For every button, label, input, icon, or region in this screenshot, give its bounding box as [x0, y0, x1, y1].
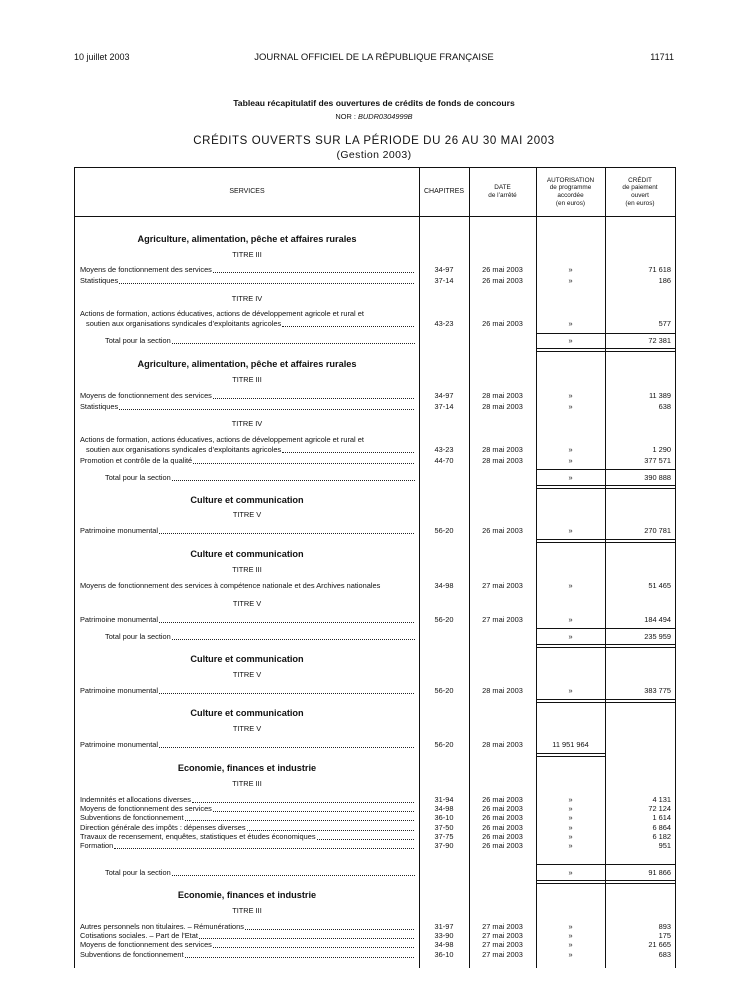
titre-heading: TITRE V — [232, 599, 262, 608]
table-row — [75, 615, 675, 625]
row-label: soutien aux organisations syndicales d’exploitants agricoles — [86, 319, 282, 328]
row-label: Patrimoine monumental — [80, 615, 159, 624]
row-date: 27 mai 2003 — [482, 922, 523, 931]
row-credit: 1 290 — [652, 445, 671, 454]
row-credit: 21 665 — [648, 940, 671, 950]
total-label: Total pour la section — [105, 868, 171, 877]
credit-header-line: de paiement — [622, 184, 658, 192]
row-authorisation: » — [568, 686, 573, 695]
table-row — [75, 276, 675, 286]
table-row — [75, 391, 675, 401]
credits-table — [74, 167, 676, 968]
auth-header-line: (en euros) — [555, 199, 586, 207]
total-credit: 235 959 — [644, 632, 671, 641]
titre-heading: TITRE V — [232, 670, 262, 679]
row-chapter: 56-20 — [434, 526, 454, 535]
credit-header-line: CRÉDIT — [628, 176, 652, 184]
table-row — [75, 740, 675, 750]
table-row — [75, 456, 675, 466]
row-credit: 951 — [658, 841, 671, 850]
total-double-rule — [536, 699, 675, 703]
row-credit: 11 389 — [648, 391, 671, 400]
row-label: Moyens de fonctionnement des services à compétence nationale et des Archives nationales — [80, 581, 381, 590]
row-chapter: 43-23 — [434, 445, 454, 454]
row-chapter: 37-90 — [434, 841, 454, 850]
row-date: 26 mai 2003 — [482, 822, 523, 832]
row-label: Autres personnels non titulaires. – Rémunérations — [80, 922, 244, 931]
row-date: 26 mai 2003 — [482, 265, 523, 274]
table-row — [75, 841, 675, 851]
col-header-date — [469, 168, 536, 216]
total-double-rule — [536, 485, 675, 489]
titre-heading: TITRE V — [232, 510, 262, 519]
row-credit: 175 — [658, 931, 671, 941]
total-credit: 91 866 — [648, 868, 671, 877]
total-double-rule — [536, 348, 675, 352]
row-label: Cotisations sociales. – Part de l’Etat — [80, 931, 198, 941]
row-label: Moyens de fonctionnement des services — [80, 391, 212, 400]
total-double-rule — [536, 539, 675, 543]
col-header-credit — [605, 168, 675, 216]
table-row — [75, 686, 675, 696]
row-authorisation: » — [568, 445, 573, 454]
row-label: Direction générale des impôts : dépenses diverses — [80, 822, 246, 832]
row-credit: 377 571 — [644, 456, 671, 465]
total-row — [75, 868, 675, 878]
table-row — [75, 526, 675, 536]
total-double-rule — [536, 880, 675, 884]
row-credit: 683 — [658, 949, 671, 959]
table-row — [75, 950, 675, 960]
total-double-rule — [536, 753, 605, 757]
auth-header-line: AUTORISATION — [546, 176, 595, 184]
row-credit: 638 — [658, 402, 671, 411]
row-authorisation: » — [568, 931, 573, 941]
row-chapter: 34-98 — [434, 804, 454, 814]
titre-heading: TITRE III — [232, 906, 262, 915]
row-label: Patrimoine monumental — [80, 526, 159, 535]
row-chapter: 56-20 — [434, 615, 454, 624]
row-authorisation: » — [568, 804, 573, 814]
row-authorisation: » — [568, 526, 573, 535]
gestion-subtitle: (Gestion 2003) — [336, 149, 412, 161]
titre-heading: TITRE III — [232, 250, 262, 259]
row-chapter: 34-97 — [434, 391, 454, 400]
row-label: soutien aux organisations syndicales d’exploitants agricoles — [86, 445, 282, 454]
titre-heading: TITRE III — [232, 779, 262, 788]
titre-heading: TITRE V — [232, 724, 262, 733]
col-header-autorisation — [536, 168, 605, 216]
col-header-services: SERVICES — [229, 187, 265, 195]
row-date: 26 mai 2003 — [482, 319, 523, 328]
total-credit: 390 888 — [644, 473, 671, 482]
row-authorisation: » — [568, 822, 573, 832]
page-header — [74, 52, 674, 64]
row-date: 26 mai 2003 — [482, 831, 523, 841]
row-chapter: 34-98 — [434, 940, 454, 950]
row-chapter: 31-97 — [434, 922, 454, 931]
row-date: 26 mai 2003 — [482, 841, 523, 850]
subtotal-rule — [536, 628, 675, 629]
row-chapter: 56-20 — [434, 686, 454, 695]
row-date: 26 mai 2003 — [482, 276, 523, 285]
row-label-line: Actions de formation, actions éducatives, actions de développement agricole et rural et — [80, 309, 364, 318]
row-label: Statistiques — [80, 276, 119, 285]
row-date: 26 mai 2003 — [482, 526, 523, 535]
row-date: 28 mai 2003 — [482, 456, 523, 465]
row-credit: 1 614 — [652, 813, 671, 823]
row-authorisation: » — [568, 615, 573, 624]
date-header-line: DATE — [494, 184, 511, 192]
total-double-rule — [536, 644, 675, 648]
total-authorisation: » — [568, 632, 573, 641]
nor-reference — [74, 112, 674, 121]
row-date: 28 mai 2003 — [482, 686, 523, 695]
issue-date: 10 juillet 2003 — [74, 52, 130, 62]
credit-header-line: ouvert — [631, 192, 649, 199]
row-chapter: 37-14 — [434, 276, 454, 285]
row-chapter: 37-75 — [434, 831, 454, 841]
row-authorisation: 11 951 964 — [552, 740, 589, 749]
section-title: Culture et communication — [190, 708, 304, 718]
row-credit: 6 182 — [652, 831, 671, 841]
titre-heading: TITRE III — [232, 565, 262, 574]
titre-heading: TITRE III — [232, 375, 262, 384]
row-label: Travaux de recensement, enquêtes, statistiques et études économiques — [80, 831, 316, 841]
row-credit: 4 131 — [652, 795, 671, 804]
row-date: 28 mai 2003 — [482, 391, 523, 400]
row-chapter: 31-94 — [434, 795, 454, 804]
row-authorisation: » — [568, 795, 573, 804]
total-label: Total pour la section — [105, 336, 171, 345]
table-row — [75, 581, 675, 591]
row-credit: 270 781 — [644, 526, 671, 535]
section-title: Agriculture, alimentation, pêche et affaires rurales — [137, 359, 357, 369]
row-authorisation: » — [568, 581, 573, 590]
row-authorisation: » — [568, 276, 573, 285]
table-row — [75, 445, 675, 455]
row-chapter: 36-10 — [434, 949, 454, 959]
row-label: Patrimoine monumental — [80, 740, 159, 749]
row-credit: 6 864 — [652, 822, 671, 832]
total-label: Total pour la section — [105, 473, 171, 482]
auth-header-line: de programme — [549, 184, 592, 192]
row-authorisation: » — [568, 831, 573, 841]
row-date: 27 mai 2003 — [482, 581, 523, 590]
section-title: Culture et communication — [190, 654, 304, 664]
row-chapter: 36-10 — [434, 813, 454, 823]
row-credit: 72 124 — [648, 804, 671, 814]
row-date: 28 mai 2003 — [482, 402, 523, 411]
row-authorisation: » — [568, 949, 573, 959]
total-authorisation: » — [568, 473, 573, 482]
row-credit: 577 — [658, 319, 671, 328]
row-date: 27 mai 2003 — [482, 615, 523, 624]
row-chapter: 37-50 — [434, 822, 454, 832]
row-date: 28 mai 2003 — [482, 740, 523, 749]
row-chapter: 33-90 — [434, 931, 454, 941]
row-label: Patrimoine monumental — [80, 686, 159, 695]
row-label: Formation — [80, 841, 114, 850]
row-credit: 186 — [658, 276, 671, 285]
total-row — [75, 473, 675, 483]
total-authorisation: » — [568, 336, 573, 345]
total-row — [75, 336, 675, 346]
page-number: 11711 — [650, 52, 674, 62]
row-authorisation: » — [568, 922, 573, 931]
section-title: Economie, finances et industrie — [177, 763, 317, 773]
table-title: Tableau récapitulatif des ouvertures de crédits de fonds de concours — [233, 98, 515, 108]
nor-label: NOR : — [335, 112, 356, 121]
row-date: 28 mai 2003 — [482, 445, 523, 454]
total-row — [75, 632, 675, 642]
row-authorisation: » — [568, 813, 573, 823]
row-label: Indemnités et allocations diverses — [80, 795, 191, 804]
row-date: 26 mai 2003 — [482, 804, 523, 814]
row-label-line: Actions de formation, actions éducatives, actions de développement agricole et rural et — [80, 435, 364, 444]
row-chapter: 43-23 — [434, 319, 454, 328]
nor-code: BUDR0304999B — [357, 112, 413, 121]
table-row — [75, 402, 675, 412]
row-credit: 184 494 — [644, 615, 671, 624]
row-credit: 383 775 — [644, 686, 671, 695]
table-row — [75, 265, 675, 275]
row-date: 27 mai 2003 — [482, 949, 523, 959]
credit-header-line: (en euros) — [625, 199, 655, 207]
row-authorisation: » — [568, 391, 573, 400]
row-label: Statistiques — [80, 402, 119, 411]
total-label: Total pour la section — [105, 632, 171, 641]
row-authorisation: » — [568, 456, 573, 465]
total-authorisation: » — [568, 868, 573, 877]
row-authorisation: » — [568, 940, 573, 950]
row-label: Subventions de fonctionnement — [80, 813, 184, 823]
section-title: Economie, finances et industrie — [177, 890, 317, 900]
titre-heading: TITRE IV — [231, 294, 263, 303]
row-date: 26 mai 2003 — [482, 813, 523, 823]
row-label: Moyens de fonctionnement des services — [80, 804, 212, 814]
row-authorisation: » — [568, 265, 573, 274]
row-label: Moyens de fonctionnement des services — [80, 940, 212, 950]
auth-header-line: accordée — [557, 192, 584, 199]
row-authorisation: » — [568, 319, 573, 328]
row-chapter: 44-70 — [434, 456, 454, 465]
section-title: Culture et communication — [190, 495, 304, 505]
row-chapter: 56-20 — [434, 740, 454, 749]
row-label: Subventions de fonctionnement — [80, 949, 184, 959]
period-heading: CRÉDITS OUVERTS SUR LA PÉRIODE DU 26 AU 30 MAI 2003 — [193, 135, 555, 147]
row-chapter: 34-97 — [434, 265, 454, 274]
row-credit: 893 — [658, 922, 671, 931]
row-date: 27 mai 2003 — [482, 931, 523, 941]
row-chapter: 37-14 — [434, 402, 454, 411]
section-title: Agriculture, alimentation, pêche et affaires rurales — [137, 234, 357, 244]
row-authorisation: » — [568, 841, 573, 850]
row-credit: 71 618 — [648, 265, 671, 274]
row-label: Promotion et contrôle de la qualité — [80, 456, 193, 465]
row-authorisation: » — [568, 402, 573, 411]
row-label: Moyens de fonctionnement des services — [80, 265, 212, 274]
row-date: 27 mai 2003 — [482, 940, 523, 950]
section-title: Culture et communication — [190, 549, 304, 559]
subtotal-rule — [536, 333, 675, 334]
journal-name: JOURNAL OFFICIEL DE LA RÉPUBLIQUE FRANÇAISE — [254, 52, 494, 63]
row-date: 26 mai 2003 — [482, 795, 523, 804]
date-header-line: de l’arrêté — [488, 192, 517, 199]
row-credit: 51 465 — [648, 581, 671, 590]
total-credit: 72 381 — [648, 336, 671, 345]
titre-heading: TITRE IV — [231, 419, 263, 428]
header-rule — [75, 216, 675, 217]
subtotal-rule — [536, 864, 675, 865]
row-chapter: 34-98 — [434, 581, 454, 590]
col-header-chapitres: CHAPITRES — [423, 187, 465, 195]
subtotal-rule — [536, 469, 675, 470]
table-row — [75, 319, 675, 329]
